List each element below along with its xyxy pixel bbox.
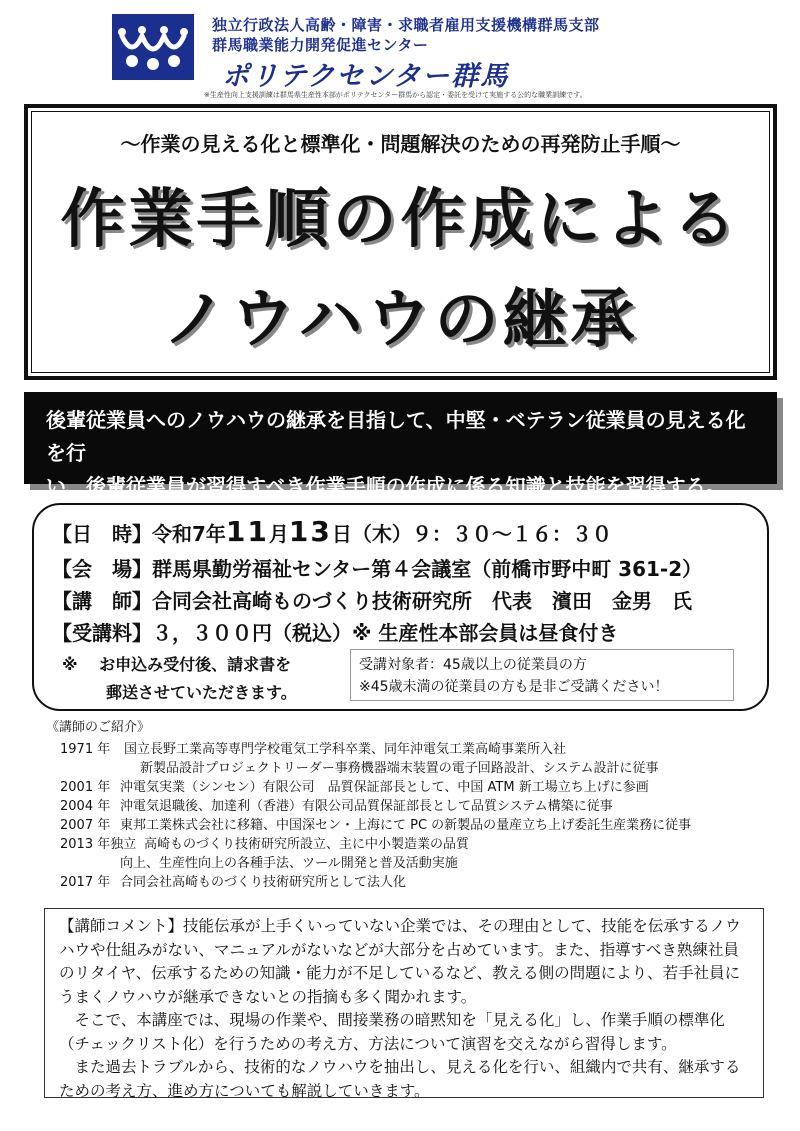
title-box [24,104,777,380]
course-info-box [32,503,769,711]
career-item [60,833,780,852]
target-audience-note [350,649,734,701]
career-item [60,814,780,833]
summary-line1: 後輩従業員へのノウハウの継承を目指して、中堅・ベテラン従業員の見える化を行 [46,408,746,465]
instructor-comment-box [44,908,764,1098]
instructor-row [52,585,692,614]
fee-row [52,617,618,646]
career-year: 1971 年 [60,742,111,757]
venue-row [52,553,702,582]
career-year: 2017 年 [60,875,111,890]
career-desc: 沖電気実業（シンセン）有限公司 品質保証部長として、中国 ATM 新工場立ち上げに参画 [120,780,649,795]
comment-line: そこで、本講座では、現場の作業や、間接業務の暗黙知を「見える化」し、作業手順の標準化 [59,1011,725,1029]
comment-line: ハウや仕組みがない、マニュアルがないなどが大部分を占めています。また、指導すべき熟練社員 [59,940,739,959]
course-summary-banner [24,392,777,498]
date-prefix: 令和7年 [152,522,226,546]
instructor-value: 合同会社高崎ものづくり技術研究所 代表 濱田 金男 氏 [152,589,692,613]
date-day: 13 [288,515,332,548]
comment-line: また過去トラブルから、技術的なノウハウを抽出し、見える化を行い、組織内で共有、継承する [59,1058,741,1076]
career-item [60,738,780,757]
center-name: ポリテクセンター群馬 [222,61,510,92]
target-audience-line1: 受講対象者：45歳以上の従業員の方 [359,657,587,673]
date-month-unit: 月 [268,522,289,546]
profile-heading: 《講師のご紹介》 [46,720,151,735]
career-item [60,776,780,795]
comment-line: ための考え方、進め方についても解説していきます。 [59,1081,430,1100]
career-list [60,738,780,890]
career-year: 2004 年 [60,799,111,814]
career-desc: 合同会社高崎ものづくり技術研究所として法人化 [120,875,407,890]
comment-line: （チェックリスト化）を行うための考え方、方法について演習を交えながら習得します。 [59,1034,677,1053]
career-desc: 高崎ものづくり技術研究所設立、主に中小製造業の品質 [144,837,470,852]
instructor-label: 【講 師】 [52,589,152,613]
comment-line: 【講師コメント】技能伝承が上手くいっていない企業では、その理由として、技能を伝承するノウ [59,917,741,935]
career-item [60,757,780,776]
invoice-note-line2: 郵送させていただきます。 [106,683,297,702]
fee-value: ３，３００円（税込）※ 生産性本部会員は昼食付き [152,621,619,645]
career-year: 2013 年独立 [60,837,137,852]
course-title-line1: 作業手順の作成による [60,183,741,257]
course-subtitle: ～作業の見える化と標準化・問題解決のための再発防止手順～ [120,132,681,156]
target-audience-line2: ※45歳未満の従業員の方も是非ご受講ください！ [359,679,669,695]
career-item [60,795,780,814]
career-desc: 沖電気退職後、加達利（香港）有限公司品質保証部長として品質システム構築に従事 [120,799,613,814]
career-desc: 新製品設計プロジェクトリーダー事務機器端末装置の電子回路設計、システム設計に従事 [140,761,659,776]
date-month: 11 [225,515,269,548]
comment-line: のリタイヤ、伝承するための知識・能力が不足しているなど、教える側の問題により、若手社員に [59,964,741,982]
polytech-logo-icon [112,14,194,80]
career-desc: 東邦工業株式会社に移籍、中国深セン・上海にて PC の新製品の量産立ち上げ委託生産業務に従事 [120,818,692,833]
org-name-line2: 群馬職業能力開発促進センター [212,36,429,54]
comment-line: うまくノウハウが継承できないとの指摘も多く聞かれます。 [59,987,477,1006]
career-desc: 向上、生産性向上の各種手法、ツール開発と普及活動実施 [120,856,458,871]
date-day-unit: 日 [331,522,352,546]
summary-line2: い、後輩従業員が習得すべき作業手順の作成に係る知識と技能を習得する。 [46,474,726,498]
invoice-note [62,651,297,707]
header [112,8,772,98]
career-year: 2001 年 [60,780,111,795]
org-name-line1: 独立行政法人高齢・障害・求職者雇用支援機構群馬支部 [212,16,600,34]
fee-label: 【受講料】 [52,621,152,645]
invoice-note-line1: ※ お申込み受付後、請求書を [62,655,292,674]
venue-label: 【会 場】 [52,557,152,581]
career-desc: 国立長野工業高等専門学校電気工学科卒業、同年沖電気工業高崎事業所入社 [124,742,567,757]
career-item [60,852,780,871]
date-time: （木）９：３０～１６：３０ [351,522,612,546]
date-row [52,515,612,548]
course-title-line2: ノウハウの継承 [162,283,639,357]
venue-value: 群馬県勤労福祉センター第４会議室（前橋市野中町 361-2） [152,557,703,581]
career-year: 2007 年 [60,818,111,833]
date-label: 【日 時】 [52,522,152,546]
career-item [60,871,780,890]
fine-print: ※生産性向上支援訓練は群馬県生産性本部がポリテクセンター群馬から認定・委託を受けて実施する公的な職業訓練です。 [204,91,587,99]
